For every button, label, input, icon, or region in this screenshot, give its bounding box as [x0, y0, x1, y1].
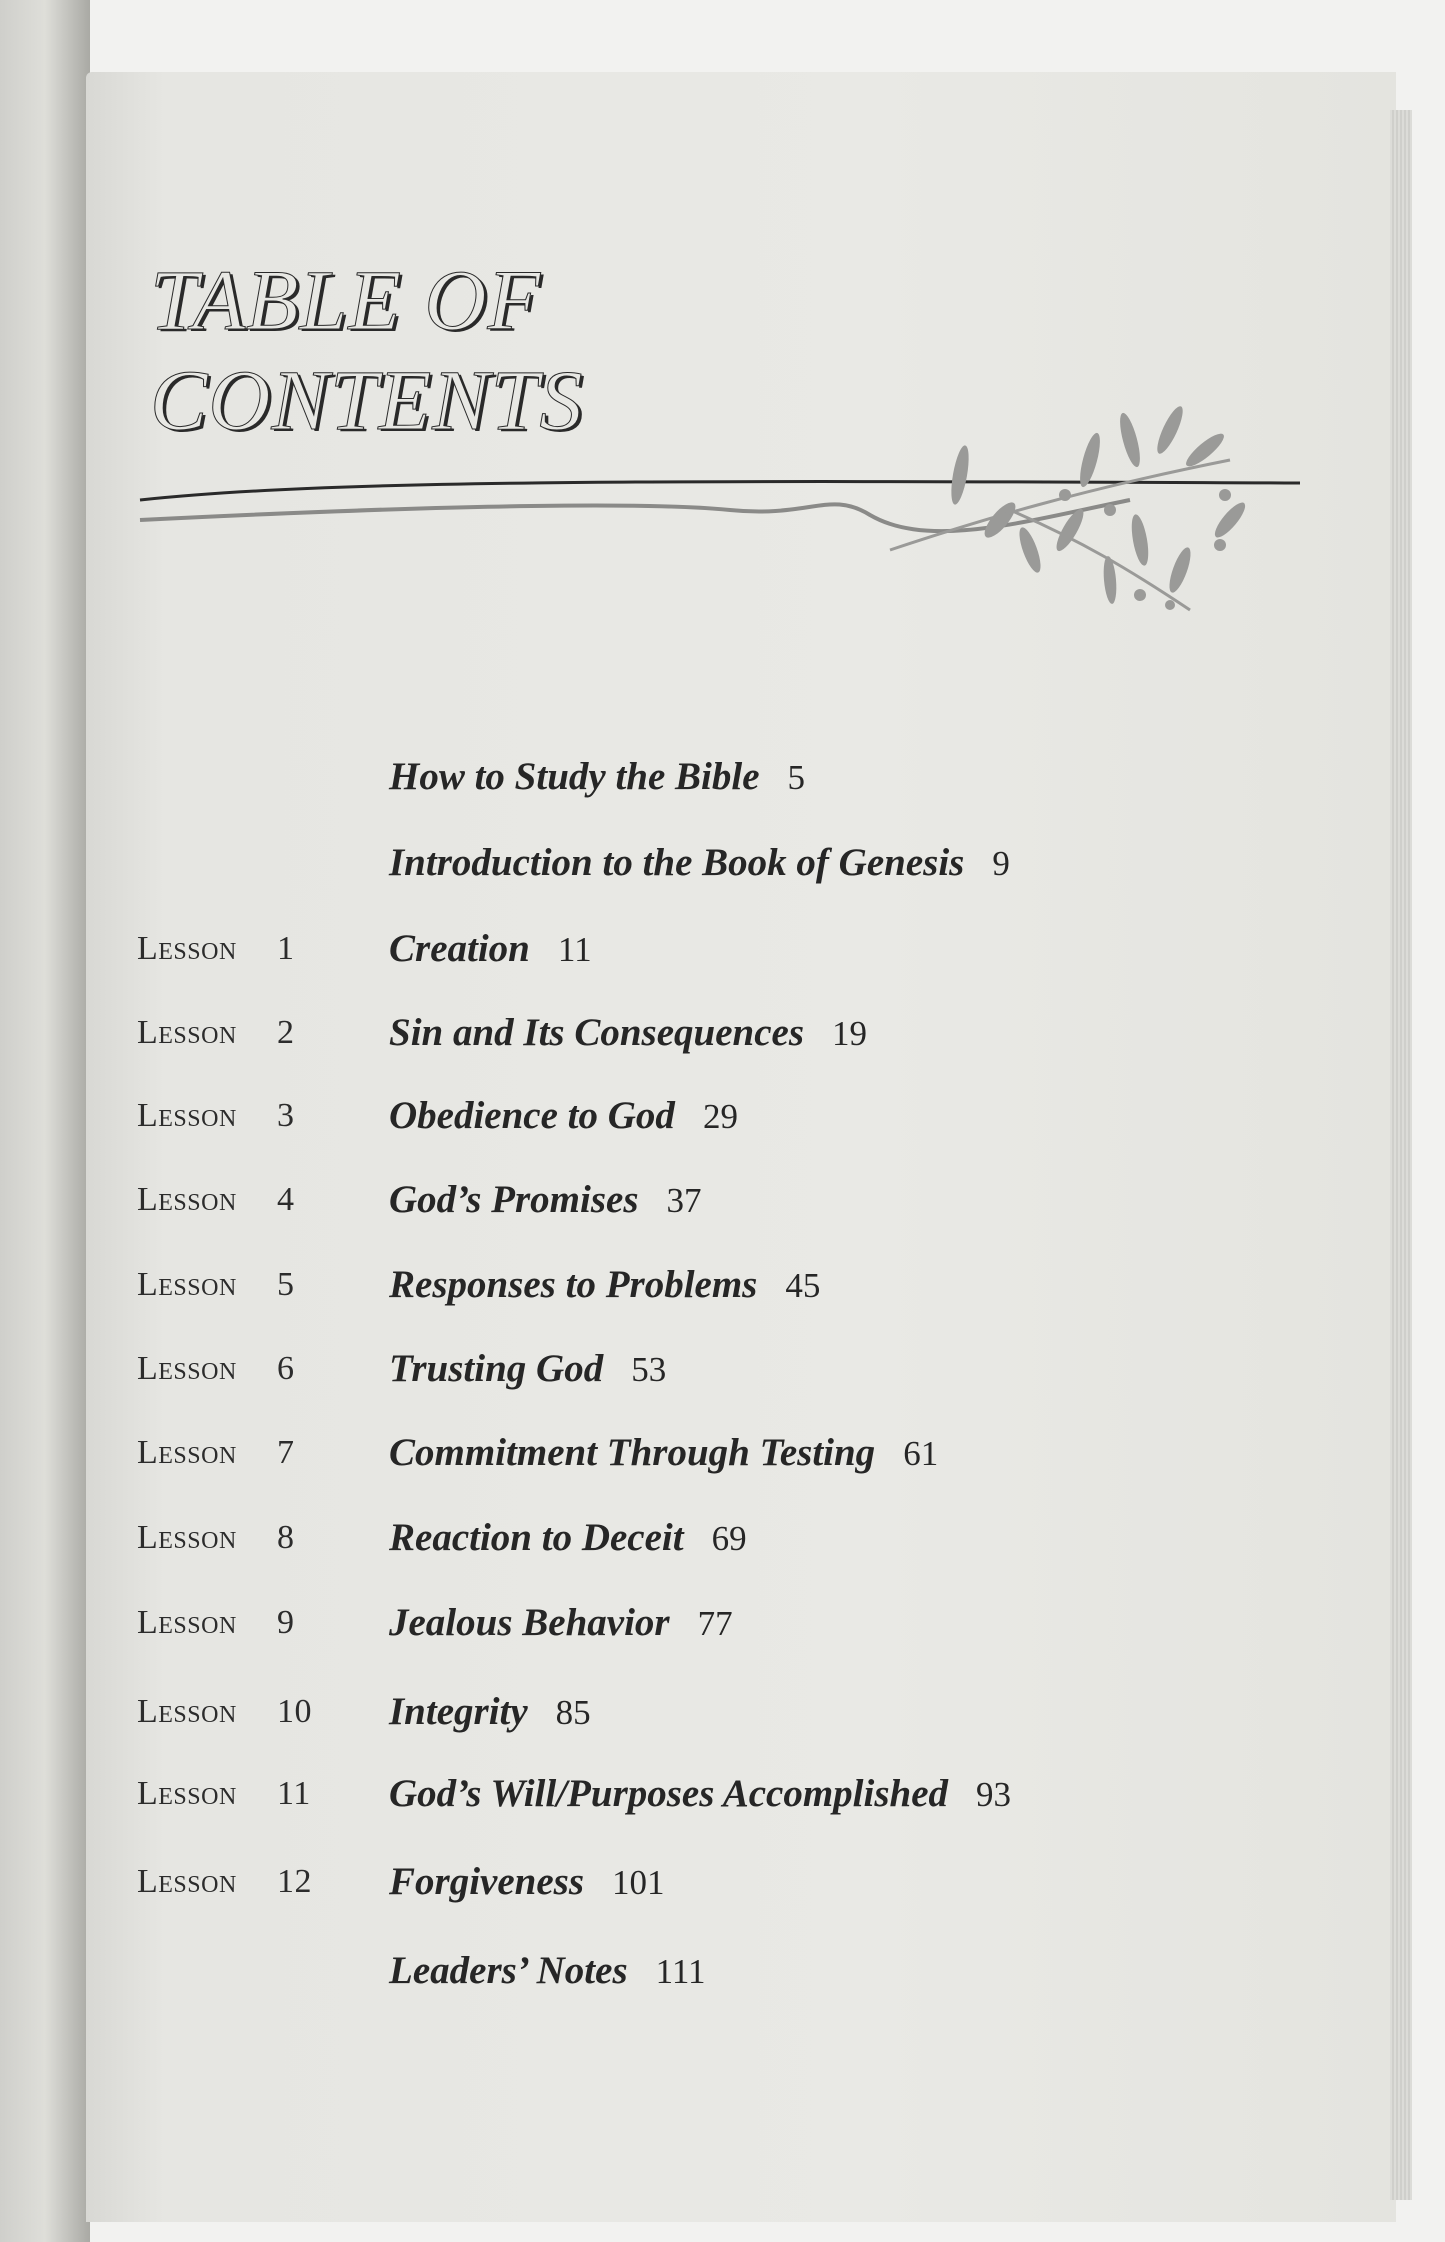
- page-number: 61: [903, 1434, 939, 1473]
- lesson-number: 6: [277, 1350, 295, 1387]
- lesson-label: [137, 1604, 295, 1642]
- lesson-number: 3: [277, 1097, 295, 1134]
- page-number: 77: [697, 1604, 733, 1643]
- lesson-word: Lesson: [137, 1181, 237, 1218]
- toc-entry: [0, 841, 1400, 894]
- entry-title: Responses to Problems: [389, 1263, 758, 1306]
- toc-entry: [0, 1011, 1400, 1064]
- entry-title: Introduction to the Book of Genesis: [389, 841, 965, 884]
- page-number: 29: [702, 1097, 738, 1136]
- lesson-word: Lesson: [137, 1604, 237, 1641]
- decorative-vine-rule: [130, 400, 1330, 630]
- entry-title: Trusting God: [389, 1347, 604, 1390]
- entry-title-line: [389, 1771, 1011, 1816]
- lesson-number: 9: [277, 1604, 295, 1641]
- entry-title: God’s Promises: [389, 1178, 639, 1221]
- entry-title-line: [389, 1689, 591, 1734]
- entry-title-line: [389, 1948, 706, 1993]
- lesson-number: 11: [277, 1775, 311, 1812]
- toc-entry: [0, 1178, 1400, 1231]
- lesson-label: [137, 1181, 295, 1219]
- entry-title: God’s Will/Purposes Accomplished: [389, 1772, 949, 1815]
- toc-entry: [0, 1601, 1400, 1654]
- lesson-word: Lesson: [137, 1266, 237, 1303]
- entry-title-line: [389, 926, 592, 971]
- lesson-label: [137, 930, 295, 968]
- entry-title: Sin and Its Consequences: [389, 1011, 805, 1054]
- page-number: 69: [711, 1519, 747, 1558]
- entry-title: Forgiveness: [389, 1860, 584, 1903]
- page-number: 85: [555, 1693, 591, 1732]
- lesson-label: [137, 1863, 312, 1901]
- lesson-word: Lesson: [137, 1775, 237, 1812]
- lesson-word: Lesson: [137, 1350, 237, 1387]
- lesson-number: 4: [277, 1181, 295, 1218]
- page-number: 11: [557, 930, 592, 969]
- toc-entry: [0, 1772, 1400, 1825]
- toc-entry: [0, 1094, 1400, 1147]
- toc-entry: [0, 1690, 1400, 1743]
- lesson-number: 12: [277, 1863, 312, 1900]
- entry-title: Obedience to God: [389, 1094, 675, 1137]
- page-number: 9: [992, 844, 1010, 883]
- toc-entry: [0, 927, 1400, 980]
- entry-title-line: [389, 754, 805, 799]
- page-number: 101: [612, 1863, 665, 1902]
- leaf-sprig-icon: [890, 403, 1250, 610]
- entry-title-line: [389, 1262, 820, 1307]
- lesson-word: Lesson: [137, 1693, 237, 1730]
- entry-title-line: [389, 1093, 738, 1138]
- page-number: 53: [631, 1350, 667, 1389]
- lesson-word: Lesson: [137, 1519, 237, 1556]
- lesson-word: Lesson: [137, 930, 237, 967]
- toc-entry: [0, 1263, 1400, 1316]
- page-number: 111: [655, 1952, 706, 1991]
- entry-title-line: [389, 1010, 867, 1055]
- page-number: 93: [976, 1775, 1012, 1814]
- title-line-2: CONTENTS: [150, 352, 584, 448]
- toc-entry: [0, 755, 1400, 808]
- lesson-word: Lesson: [137, 1014, 237, 1051]
- entry-title: Creation: [389, 927, 530, 970]
- page-number: 37: [666, 1181, 702, 1220]
- lesson-label: [137, 1519, 295, 1557]
- entry-title-line: [389, 1177, 702, 1222]
- lesson-word: Lesson: [137, 1097, 237, 1134]
- toc-entry: [0, 1949, 1400, 2002]
- lesson-label: [137, 1434, 295, 1472]
- lesson-label: [137, 1266, 295, 1304]
- lesson-label: [137, 1014, 295, 1052]
- lesson-label: [137, 1775, 311, 1813]
- lesson-number: 7: [277, 1434, 295, 1471]
- entry-title-line: [389, 1600, 733, 1645]
- lesson-label: [137, 1097, 295, 1135]
- entry-title-line: [389, 1346, 666, 1391]
- lesson-number: 5: [277, 1266, 295, 1303]
- entry-title: Integrity: [389, 1690, 528, 1733]
- entry-title-line: [389, 1430, 938, 1475]
- title-line-1: TABLE OF: [150, 252, 542, 348]
- lesson-number: 2: [277, 1014, 295, 1051]
- lesson-number: 8: [277, 1519, 295, 1556]
- entry-title-line: [389, 1859, 665, 1904]
- toc-entry: [0, 1347, 1400, 1400]
- entry-title: Jealous Behavior: [389, 1601, 670, 1644]
- entry-title: Reaction to Deceit: [389, 1516, 684, 1559]
- page-number: 45: [785, 1266, 821, 1305]
- lesson-number: 10: [277, 1693, 312, 1730]
- page-number: 5: [787, 758, 806, 797]
- entry-title: Leaders’ Notes: [389, 1949, 628, 1992]
- lesson-label: [137, 1350, 295, 1388]
- entry-title: Commitment Through Testing: [389, 1431, 876, 1474]
- entry-title-line: [389, 840, 1010, 885]
- entry-title-line: [389, 1515, 747, 1560]
- lesson-label: [137, 1693, 312, 1731]
- lesson-word: Lesson: [137, 1863, 237, 1900]
- toc-entry: [0, 1860, 1400, 1913]
- toc-entry: [0, 1516, 1400, 1569]
- lesson-number: 1: [277, 930, 295, 967]
- entry-title: How to Study the Bible: [389, 755, 760, 798]
- toc-entry: [0, 1431, 1400, 1484]
- page-number: 19: [832, 1014, 868, 1053]
- lesson-word: Lesson: [137, 1434, 237, 1471]
